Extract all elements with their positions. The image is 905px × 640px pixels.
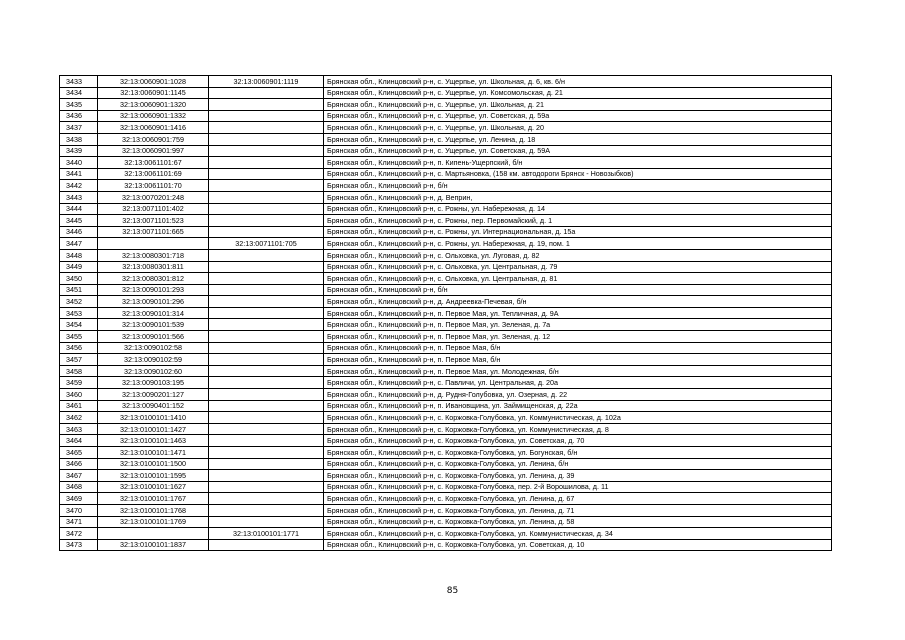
table-row — [60, 481, 832, 493]
building-cadastral-number-cell — [209, 504, 324, 516]
building-cadastral-number-cell — [209, 99, 324, 111]
building-cadastral-number-cell — [209, 331, 324, 343]
building-cadastral-number-cell — [209, 435, 324, 447]
address-cell: Брянская обл., Клинцовский р-н, с. Коржовка-Голубовка, ул. Ленина, д. 71 — [324, 504, 832, 516]
table-row — [60, 516, 832, 528]
row-number-cell: 3470 — [60, 504, 98, 516]
row-number-cell: 3441 — [60, 168, 98, 180]
row-number-cell: 3445 — [60, 215, 98, 227]
building-cadastral-number-cell — [209, 203, 324, 215]
row-number-cell: 3448 — [60, 249, 98, 261]
address-cell: Брянская обл., Клинцовский р-н, с. Рожны, ул. Набережная, д. 14 — [324, 203, 832, 215]
address-cell: Брянская обл., Клинцовский р-н, с. Ущерпье, ул. Советская, д. 59А — [324, 145, 832, 157]
address-cell: Брянская обл., Клинцовский р-н, п. Первое Мая, ул. Зеленая, д. 12 — [324, 331, 832, 343]
cadastral-number-cell: 32:13:0100101:1463 — [98, 435, 209, 447]
address-cell: Брянская обл., Клинцовский р-н, с. Коржовка-Голубовка, ул. Коммунистическая, д. 8 — [324, 423, 832, 435]
building-cadastral-number-cell — [209, 180, 324, 192]
building-cadastral-number-cell — [209, 133, 324, 145]
building-cadastral-number-cell — [209, 191, 324, 203]
cadastral-number-cell: 32:13:0100101:1627 — [98, 481, 209, 493]
cadastral-number-cell: 32:13:0090401:152 — [98, 400, 209, 412]
address-cell: Брянская обл., Клинцовский р-н, с. Павличи, ул. Центральная, д. 20а — [324, 377, 832, 389]
address-cell: Брянская обл., Клинцовский р-н, с. Коржовка-Голубовка, ул. Ленина, д. 39 — [324, 470, 832, 482]
cadastral-number-cell: 32:13:0100101:1410 — [98, 412, 209, 424]
cadastral-number-cell: 32:13:0100101:1837 — [98, 539, 209, 551]
building-cadastral-number-cell — [209, 249, 324, 261]
row-number-cell: 3442 — [60, 180, 98, 192]
cadastral-number-cell: 32:13:0060901:759 — [98, 133, 209, 145]
address-cell: Брянская обл., Клинцовский р-н, с. Коржовка-Голубовка, ул. Ленина, д. 58 — [324, 516, 832, 528]
table-row — [60, 412, 832, 424]
cadastral-number-cell: 32:13:0070201:248 — [98, 191, 209, 203]
building-cadastral-number-cell — [209, 261, 324, 273]
cadastral-number-cell: 32:13:0071101:402 — [98, 203, 209, 215]
table-row — [60, 470, 832, 482]
page-number: 85 — [446, 586, 459, 596]
row-number-cell: 3446 — [60, 226, 98, 238]
building-cadastral-number-cell — [209, 296, 324, 308]
table-row — [60, 261, 832, 273]
row-number-cell: 3447 — [60, 238, 98, 250]
building-cadastral-number-cell — [209, 389, 324, 401]
cadastral-number-cell — [98, 238, 209, 250]
row-number-cell: 3465 — [60, 447, 98, 459]
address-cell: Брянская обл., Клинцовский р-н, д. Веприн, — [324, 191, 832, 203]
property-registry-table — [59, 75, 832, 551]
registry-table-body — [60, 76, 832, 551]
row-number-cell: 3456 — [60, 342, 98, 354]
table-row — [60, 122, 832, 134]
row-number-cell: 3461 — [60, 400, 98, 412]
address-cell: Брянская обл., Клинцовский р-н, с. Коржовка-Голубовка, ул. Ленина, д. 67 — [324, 493, 832, 505]
building-cadastral-number-cell — [209, 319, 324, 331]
cadastral-number-cell: 32:13:0080301:718 — [98, 249, 209, 261]
row-number-cell: 3468 — [60, 481, 98, 493]
building-cadastral-number-cell — [209, 168, 324, 180]
address-cell: Брянская обл., Клинцовский р-н, д. Андреевка-Печевая, б/н — [324, 296, 832, 308]
table-row — [60, 203, 832, 215]
building-cadastral-number-cell — [209, 447, 324, 459]
row-number-cell: 3459 — [60, 377, 98, 389]
cadastral-number-cell: 32:13:0090101:539 — [98, 319, 209, 331]
cadastral-number-cell: 32:13:0100101:1595 — [98, 470, 209, 482]
cadastral-number-cell: 32:13:0090101:566 — [98, 331, 209, 343]
cadastral-number-cell: 32:13:0060901:1028 — [98, 76, 209, 88]
address-cell: Брянская обл., Клинцовский р-н, с. Коржовка-Голубовка, ул. Советская, д. 10 — [324, 539, 832, 551]
row-number-cell: 3460 — [60, 389, 98, 401]
row-number-cell: 3436 — [60, 110, 98, 122]
table-row — [60, 226, 832, 238]
building-cadastral-number-cell — [209, 284, 324, 296]
table-row — [60, 191, 832, 203]
row-number-cell: 3466 — [60, 458, 98, 470]
building-cadastral-number-cell — [209, 516, 324, 528]
building-cadastral-number-cell — [209, 400, 324, 412]
cadastral-number-cell: 32:13:0060901:1145 — [98, 87, 209, 99]
address-cell: Брянская обл., Клинцовский р-н, п. Первое Мая, б/н — [324, 354, 832, 366]
cadastral-number-cell: 32:13:0060901:1416 — [98, 122, 209, 134]
row-number-cell: 3471 — [60, 516, 98, 528]
building-cadastral-number-cell — [209, 157, 324, 169]
address-cell: Брянская обл., Клинцовский р-н, с. Коржовка-Голубовка, ул. Коммунистическая, д. 102а — [324, 412, 832, 424]
cadastral-number-cell: 32:13:0100101:1500 — [98, 458, 209, 470]
address-cell: Брянская обл., Клинцовский р-н, п. Первое Мая, б/н — [324, 342, 832, 354]
address-cell: Брянская обл., Клинцовский р-н, п. Первое Мая, ул. Зеленая, д. 7а — [324, 319, 832, 331]
address-cell: Брянская обл., Клинцовский р-н, с. Ущерпье, ул. Ленина, д. 18 — [324, 133, 832, 145]
row-number-cell: 3454 — [60, 319, 98, 331]
address-cell: Брянская обл., Клинцовский р-н, с. Рожны, ул. Интернациональная, д. 15а — [324, 226, 832, 238]
building-cadastral-number-cell — [209, 110, 324, 122]
building-cadastral-number-cell — [209, 481, 324, 493]
table-row — [60, 110, 832, 122]
row-number-cell: 3450 — [60, 273, 98, 285]
table-row — [60, 284, 832, 296]
address-cell: Брянская обл., Клинцовский р-н, с. Коржовка-Голубовка, ул. Коммунистическая, д. 34 — [324, 528, 832, 540]
address-cell: Брянская обл., Клинцовский р-н, с. Ольховка, ул. Луговая, д. 82 — [324, 249, 832, 261]
building-cadastral-number-cell — [209, 423, 324, 435]
row-number-cell: 3469 — [60, 493, 98, 505]
table-row — [60, 423, 832, 435]
address-cell: Брянская обл., Клинцовский р-н, с. Коржовка-Голубовка, ул. Ленина, б/н — [324, 458, 832, 470]
building-cadastral-number-cell — [209, 307, 324, 319]
address-cell: Брянская обл., Клинцовский р-н, д. Рудня-Голубовка, ул. Озерная, д. 22 — [324, 389, 832, 401]
table-row — [60, 145, 832, 157]
address-cell: Брянская обл., Клинцовский р-н, с. Коржовка-Голубовка, ул. Богунская, б/н — [324, 447, 832, 459]
row-number-cell: 3455 — [60, 331, 98, 343]
cadastral-number-cell: 32:13:0090103:195 — [98, 377, 209, 389]
table-row — [60, 133, 832, 145]
address-cell: Брянская обл., Клинцовский р-н, п. Ивановщина, ул. Займищенская, д. 22а — [324, 400, 832, 412]
building-cadastral-number-cell — [209, 145, 324, 157]
cadastral-number-cell: 32:13:0090101:314 — [98, 307, 209, 319]
cadastral-number-cell: 32:13:0060901:997 — [98, 145, 209, 157]
cadastral-number-cell: 32:13:0060901:1332 — [98, 110, 209, 122]
cadastral-number-cell: 32:13:0090201:127 — [98, 389, 209, 401]
address-cell: Брянская обл., Клинцовский р-н, с. Ольховка, ул. Центральная, д. 81 — [324, 273, 832, 285]
building-cadastral-number-cell — [209, 377, 324, 389]
address-cell: Брянская обл., Клинцовский р-н, п. Первое Мая, ул. Тепличная, д. 9А — [324, 307, 832, 319]
cadastral-number-cell: 32:13:0100101:1471 — [98, 447, 209, 459]
table-row — [60, 76, 832, 88]
address-cell: Брянская обл., Клинцовский р-н, с. Ущерпье, ул. Школьная, д. 21 — [324, 99, 832, 111]
cadastral-number-cell: 32:13:0061101:67 — [98, 157, 209, 169]
address-cell: Брянская обл., Клинцовский р-н, с. Мартьяновка, (158 км. автодороги Брянск - Новозыбков) — [324, 168, 832, 180]
table-row — [60, 447, 832, 459]
building-cadastral-number-cell: 32:13:0071101:705 — [209, 238, 324, 250]
building-cadastral-number-cell — [209, 458, 324, 470]
address-cell: Брянская обл., Клинцовский р-н, с. Ольховка, ул. Центральная, д. 79 — [324, 261, 832, 273]
row-number-cell: 3464 — [60, 435, 98, 447]
address-cell: Брянская обл., Клинцовский р-н, б/н — [324, 180, 832, 192]
table-row — [60, 377, 832, 389]
building-cadastral-number-cell — [209, 493, 324, 505]
building-cadastral-number-cell — [209, 122, 324, 134]
table-row — [60, 493, 832, 505]
building-cadastral-number-cell: 32:13:0100101:1771 — [209, 528, 324, 540]
table-row — [60, 365, 832, 377]
table-row — [60, 238, 832, 250]
address-cell: Брянская обл., Клинцовский р-н, п. Кипень-Ущерпский, б/н — [324, 157, 832, 169]
table-row — [60, 180, 832, 192]
row-number-cell: 3472 — [60, 528, 98, 540]
cadastral-number-cell: 32:13:0100101:1768 — [98, 504, 209, 516]
row-number-cell: 3437 — [60, 122, 98, 134]
row-number-cell: 3462 — [60, 412, 98, 424]
building-cadastral-number-cell — [209, 215, 324, 227]
cadastral-number-cell: 32:13:0061101:70 — [98, 180, 209, 192]
cadastral-number-cell: 32:13:0100101:1769 — [98, 516, 209, 528]
table-row — [60, 249, 832, 261]
row-number-cell: 3440 — [60, 157, 98, 169]
cadastral-number-cell: 32:13:0090101:293 — [98, 284, 209, 296]
address-cell: Брянская обл., Клинцовский р-н, с. Рожны, пер. Первомайский, д. 1 — [324, 215, 832, 227]
cadastral-number-cell: 32:13:0090102:59 — [98, 354, 209, 366]
row-number-cell: 3451 — [60, 284, 98, 296]
cadastral-number-cell: 32:13:0090102:58 — [98, 342, 209, 354]
table-row — [60, 435, 832, 447]
cadastral-number-cell: 32:13:0071101:523 — [98, 215, 209, 227]
table-row — [60, 504, 832, 516]
row-number-cell: 3453 — [60, 307, 98, 319]
table-row — [60, 296, 832, 308]
row-number-cell: 3463 — [60, 423, 98, 435]
address-cell: Брянская обл., Клинцовский р-н, с. Ущерпье, ул. Школьная, д. 6, кв. 6/н — [324, 76, 832, 88]
row-number-cell: 3449 — [60, 261, 98, 273]
building-cadastral-number-cell — [209, 412, 324, 424]
address-cell: Брянская обл., Клинцовский р-н, с. Коржовка-Голубовка, пер. 2-й Ворошилова, д. 11 — [324, 481, 832, 493]
building-cadastral-number-cell — [209, 342, 324, 354]
row-number-cell: 3443 — [60, 191, 98, 203]
cadastral-number-cell: 32:13:0090101:296 — [98, 296, 209, 308]
table-row — [60, 87, 832, 99]
row-number-cell: 3434 — [60, 87, 98, 99]
row-number-cell: 3473 — [60, 539, 98, 551]
row-number-cell: 3467 — [60, 470, 98, 482]
address-cell: Брянская обл., Клинцовский р-н, с. Рожны, ул. Набережная, д. 19, пом. 1 — [324, 238, 832, 250]
row-number-cell: 3452 — [60, 296, 98, 308]
building-cadastral-number-cell — [209, 539, 324, 551]
building-cadastral-number-cell — [209, 365, 324, 377]
cadastral-number-cell: 32:13:0080301:811 — [98, 261, 209, 273]
row-number-cell: 3435 — [60, 99, 98, 111]
table-row — [60, 458, 832, 470]
building-cadastral-number-cell: 32:13:0060901:1119 — [209, 76, 324, 88]
row-number-cell: 3444 — [60, 203, 98, 215]
address-cell: Брянская обл., Клинцовский р-н, с. Ущерпье, ул. Школьная, д. 20 — [324, 122, 832, 134]
row-number-cell: 3433 — [60, 76, 98, 88]
table-row — [60, 307, 832, 319]
cadastral-number-cell — [98, 528, 209, 540]
row-number-cell: 3457 — [60, 354, 98, 366]
building-cadastral-number-cell — [209, 226, 324, 238]
table-row — [60, 354, 832, 366]
building-cadastral-number-cell — [209, 273, 324, 285]
building-cadastral-number-cell — [209, 87, 324, 99]
cadastral-number-cell: 32:13:0080301:812 — [98, 273, 209, 285]
row-number-cell: 3458 — [60, 365, 98, 377]
cadastral-number-cell: 32:13:0071101:665 — [98, 226, 209, 238]
address-cell: Брянская обл., Клинцовский р-н, п. Первое Мая, ул. Молодежная, б/н — [324, 365, 832, 377]
cadastral-number-cell: 32:13:0090102:60 — [98, 365, 209, 377]
table-row — [60, 389, 832, 401]
cadastral-number-cell: 32:13:0060901:1320 — [98, 99, 209, 111]
table-row — [60, 319, 832, 331]
table-row — [60, 331, 832, 343]
table-row — [60, 99, 832, 111]
table-row — [60, 400, 832, 412]
table-row — [60, 168, 832, 180]
address-cell: Брянская обл., Клинцовский р-н, с. Ущерпье, ул. Советская, д. 59а — [324, 110, 832, 122]
table-row — [60, 273, 832, 285]
table-row — [60, 539, 832, 551]
table-row — [60, 215, 832, 227]
row-number-cell: 3438 — [60, 133, 98, 145]
building-cadastral-number-cell — [209, 470, 324, 482]
table-row — [60, 342, 832, 354]
cadastral-number-cell: 32:13:0061101:69 — [98, 168, 209, 180]
address-cell: Брянская обл., Клинцовский р-н, с. Ущерпье, ул. Комсомольская, д. 21 — [324, 87, 832, 99]
address-cell: Брянская обл., Клинцовский р-н, б/н — [324, 284, 832, 296]
cadastral-number-cell: 32:13:0100101:1767 — [98, 493, 209, 505]
table-row — [60, 157, 832, 169]
building-cadastral-number-cell — [209, 354, 324, 366]
table-row — [60, 528, 832, 540]
row-number-cell: 3439 — [60, 145, 98, 157]
cadastral-number-cell: 32:13:0100101:1427 — [98, 423, 209, 435]
address-cell: Брянская обл., Клинцовский р-н, с. Коржовка-Голубовка, ул. Советская, д. 70 — [324, 435, 832, 447]
